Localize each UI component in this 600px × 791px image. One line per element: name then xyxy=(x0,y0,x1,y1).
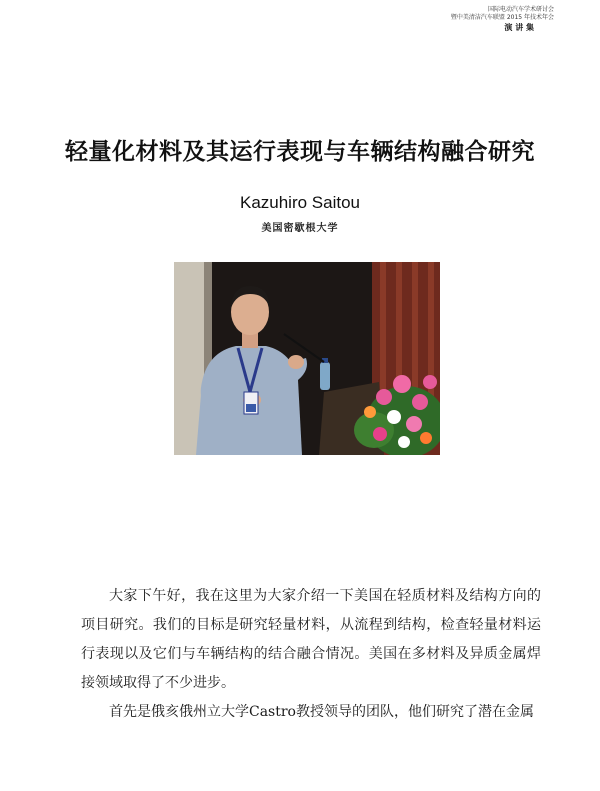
speaker-photo xyxy=(174,262,440,455)
header-conference-name: 国际电动汽车学术研讨会 xyxy=(487,6,554,13)
article-body xyxy=(81,582,541,727)
body-paragraph-2: 首先是俄亥俄州立大学Castro教授领导的团队，他们研究了潜在金属 xyxy=(109,704,534,720)
running-header xyxy=(451,6,554,33)
author-name: Kazuhiro Saitou xyxy=(239,193,361,212)
body-paragraph-1: 大家下午好，我在这里为大家介绍一下美国在轻质材料及结构方向的项目研究。我们的目标是研究轻量材料，从流程到结构，检查轻量材料运行表现以及它们与车辆结构的结合融合情况。美国在多材料及异质金属焊接领域取得了不少进步。 xyxy=(81,588,541,691)
header-section-label: 演 讲 集 xyxy=(504,23,534,32)
author-affiliation: 美国密歇根大学 xyxy=(261,223,339,234)
header-conference-subtitle: 暨中美清洁汽车联盟 2015 年技术年会 xyxy=(450,14,554,21)
article-title: 轻量化材料及其运行表现与车辆结构融合研究 xyxy=(65,139,535,165)
